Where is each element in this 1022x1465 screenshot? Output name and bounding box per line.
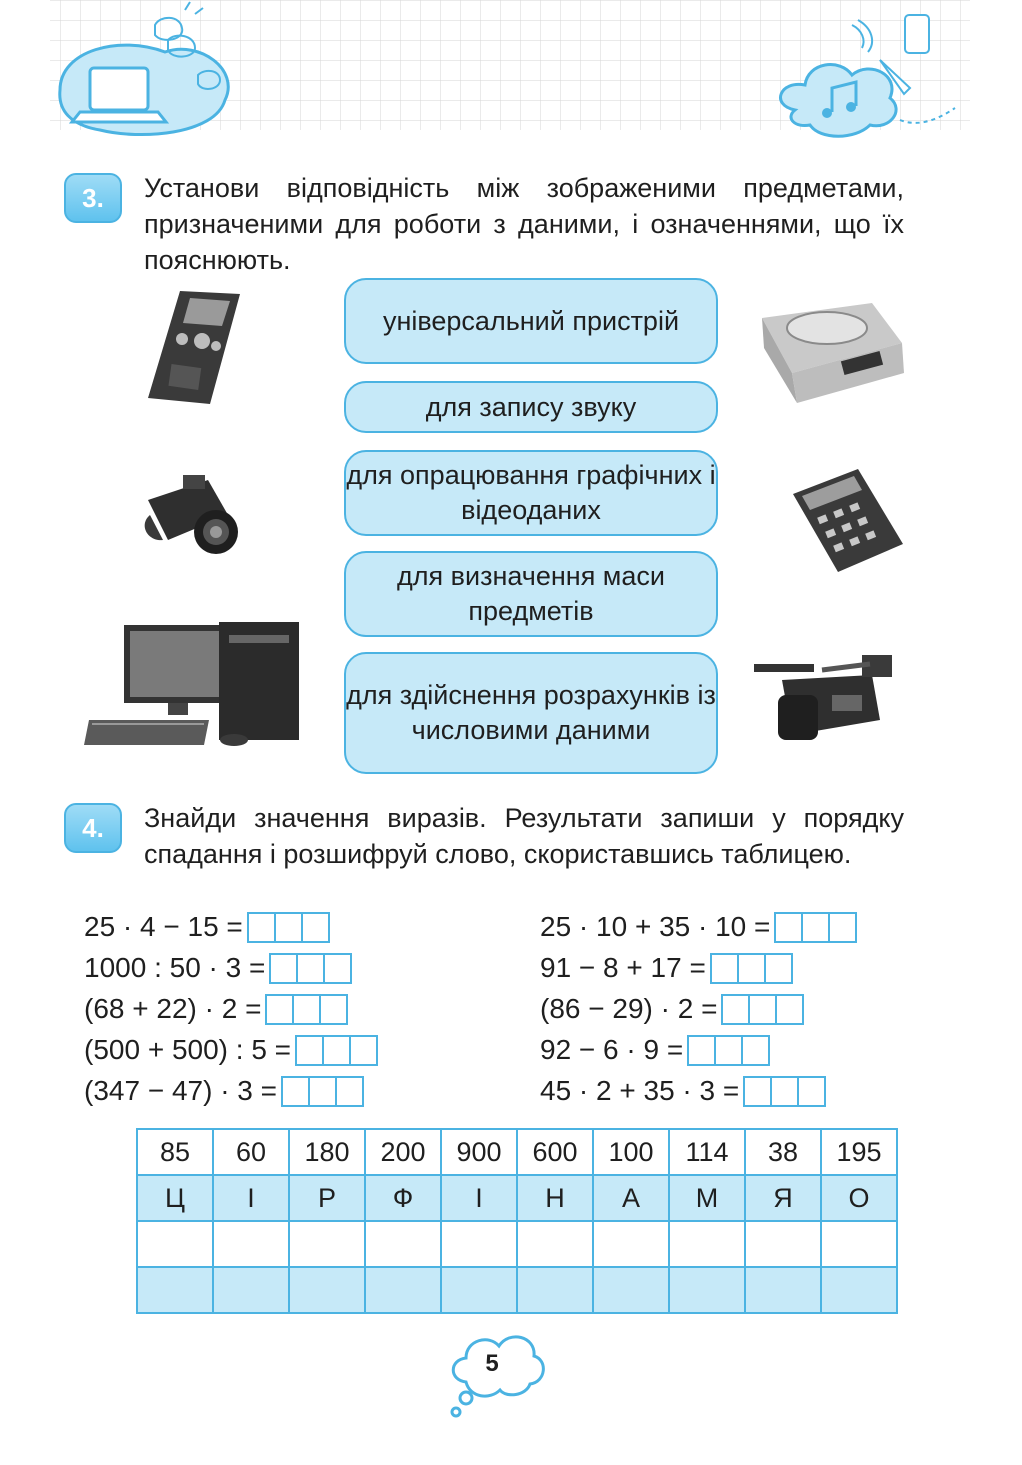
answer-cell[interactable] <box>669 1267 745 1313</box>
task-4-number: 4. <box>64 803 122 853</box>
table-cell: Я <box>745 1175 821 1221</box>
expression-right-3: (86 − 29) · 2 = <box>540 992 804 1026</box>
table-cell: 200 <box>365 1129 441 1175</box>
expression-left-4: (500 + 500) : 5 = <box>84 1033 378 1067</box>
answer-cell[interactable] <box>441 1267 517 1313</box>
expression-left-5: (347 − 47) · 3 = <box>84 1074 364 1108</box>
table-cell: 85 <box>137 1129 213 1175</box>
header-decoration <box>0 0 1022 165</box>
table-cell: Н <box>517 1175 593 1221</box>
video-camera-icon <box>752 650 908 750</box>
table-cell: І <box>441 1175 517 1221</box>
expression-right-1: 25 · 10 + 35 · 10 = <box>540 910 857 944</box>
expression-right-2: 91 − 8 + 17 = <box>540 951 793 985</box>
desktop-computer-icon <box>84 620 306 750</box>
answer-cell[interactable] <box>821 1221 897 1267</box>
answer-cell[interactable] <box>745 1267 821 1313</box>
calculator-icon <box>788 464 908 576</box>
photo-camera-icon <box>138 470 248 560</box>
table-cell: 38 <box>745 1129 821 1175</box>
answer-cell[interactable] <box>137 1267 213 1313</box>
answer-cell[interactable] <box>593 1267 669 1313</box>
definition-numeric-calculations[interactable]: для здійснення розрахунків із числовими даними <box>344 652 718 774</box>
task-3-number: 3. <box>64 173 122 223</box>
table-cell: 195 <box>821 1129 897 1175</box>
answer-cell[interactable] <box>213 1267 289 1313</box>
table-cell: Ф <box>365 1175 441 1221</box>
page-number: 5 <box>485 1350 499 1377</box>
answer-cell[interactable] <box>517 1267 593 1313</box>
answer-boxes[interactable] <box>723 994 804 1025</box>
voice-recorder-icon <box>140 286 246 412</box>
decoding-table <box>136 1128 898 1314</box>
table-cell: 60 <box>213 1129 289 1175</box>
table-row-answer-letters <box>137 1267 897 1313</box>
table-cell: А <box>593 1175 669 1221</box>
answer-cell[interactable] <box>745 1221 821 1267</box>
answer-boxes[interactable] <box>283 1076 364 1107</box>
electronic-scale-icon <box>752 288 908 408</box>
definition-mass-measurement[interactable]: для визначення маси предметів <box>344 551 718 637</box>
task-3-instruction: Установи відповідність між зображеними предметами, призначеними для роботи з даними, і означеннями, що їх пояснюють. <box>144 173 904 275</box>
expression-right-5: 45 · 2 + 35 · 3 = <box>540 1074 826 1108</box>
answer-boxes[interactable] <box>271 953 352 984</box>
answer-boxes[interactable] <box>267 994 348 1025</box>
table-cell: 180 <box>289 1129 365 1175</box>
answer-cell[interactable] <box>669 1221 745 1267</box>
table-cell: 900 <box>441 1129 517 1175</box>
table-row-letters <box>137 1175 897 1221</box>
table-cell: 114 <box>669 1129 745 1175</box>
table-cell: М <box>669 1175 745 1221</box>
table-cell: 100 <box>593 1129 669 1175</box>
answer-cell[interactable] <box>821 1267 897 1313</box>
definition-universal-device[interactable]: універсальний пристрій <box>344 278 718 364</box>
answer-boxes[interactable] <box>297 1035 378 1066</box>
expression-right-4: 92 − 6 · 9 = <box>540 1033 770 1067</box>
answer-boxes[interactable] <box>745 1076 826 1107</box>
answer-boxes[interactable] <box>776 912 857 943</box>
expression-left-2: 1000 : 50 · 3 = <box>84 951 352 985</box>
answer-cell[interactable] <box>441 1221 517 1267</box>
answer-boxes[interactable] <box>689 1035 770 1066</box>
answer-cell[interactable] <box>365 1267 441 1313</box>
table-cell: Ц <box>137 1175 213 1221</box>
table-cell: Р <box>289 1175 365 1221</box>
definition-graphics-video[interactable]: для опрацювання графічних і відеоданих <box>344 450 718 536</box>
table-cell: О <box>821 1175 897 1221</box>
expression-left-1: 25 · 4 − 15 = <box>84 910 330 944</box>
answer-boxes[interactable] <box>249 912 330 943</box>
task-4-instruction: Знайди значення виразів. Результати запиши у порядку спадання і розшифруй слово, скориставшись таблицею. <box>144 803 904 869</box>
answer-cell[interactable] <box>593 1221 669 1267</box>
answer-cell[interactable] <box>289 1267 365 1313</box>
answer-cell[interactable] <box>365 1221 441 1267</box>
definition-sound-recording[interactable]: для запису звуку <box>344 381 718 433</box>
answer-boxes[interactable] <box>712 953 793 984</box>
expression-left-3: (68 + 22) · 2 = <box>84 992 348 1026</box>
answer-cell[interactable] <box>137 1221 213 1267</box>
table-row-numbers <box>137 1129 897 1175</box>
answer-cell[interactable] <box>213 1221 289 1267</box>
table-cell: 600 <box>517 1129 593 1175</box>
answer-cell[interactable] <box>289 1221 365 1267</box>
table-row-answer-numbers <box>137 1221 897 1267</box>
answer-cell[interactable] <box>517 1221 593 1267</box>
table-cell: І <box>213 1175 289 1221</box>
